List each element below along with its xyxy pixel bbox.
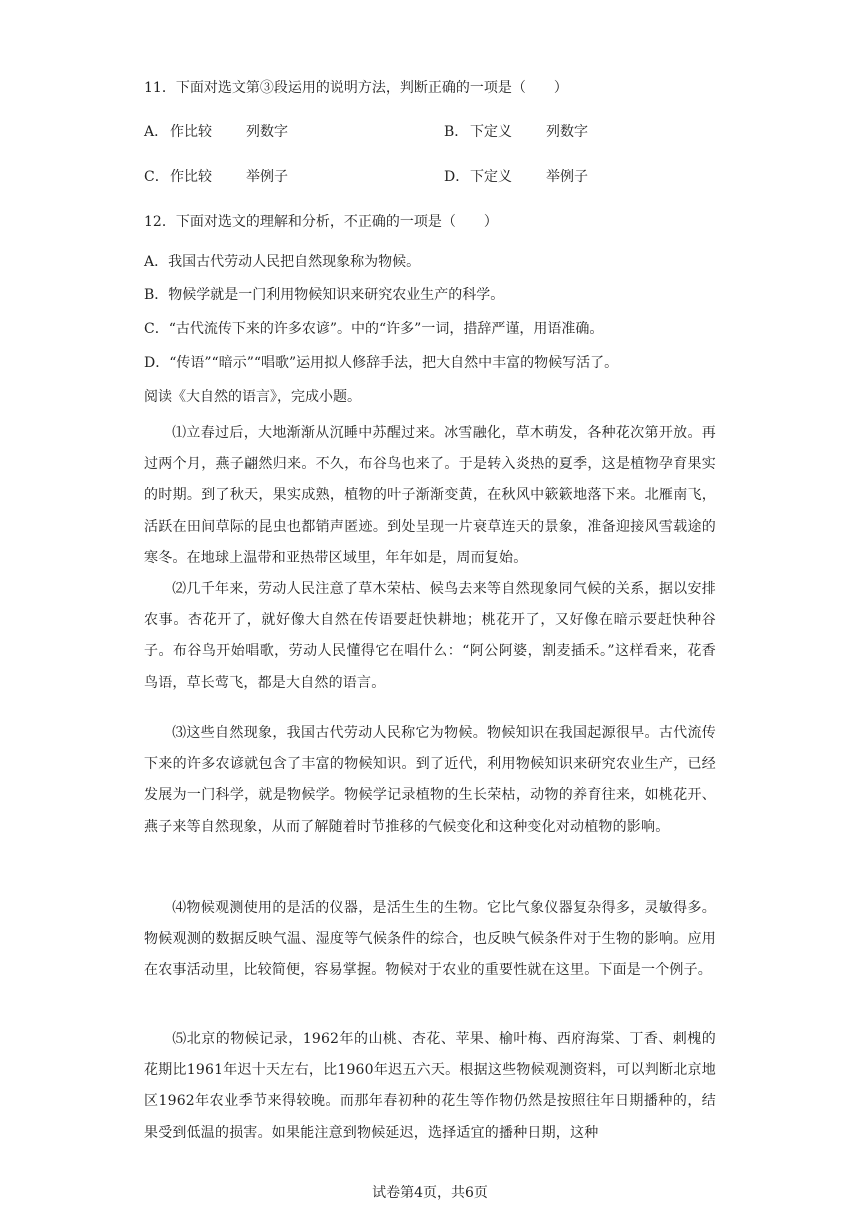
option-part-2: 举例子 (546, 169, 588, 185)
q11-option-c[interactable] (144, 167, 288, 187)
option-letter: B． (444, 124, 469, 140)
option-part-1: 下定义 (470, 169, 512, 185)
option-letter: D． (444, 169, 470, 185)
passage-paragraph-4 (144, 893, 716, 987)
paragraph-text: ⑷物候观测使用的是活的仪器，是活生生的生物。它比气象仪器复杂得多，灵敏得多。物候观测的数据反映气温、湿度等气候条件的综合，也反映气候条件对于生物的影响。应用在农事活动里，比较简便，容易掌握。物候对于农业的重要性就在这里。下面是一个例子。 (144, 900, 716, 979)
q11-option-b[interactable] (444, 122, 588, 142)
option-part-1: 下定义 (470, 124, 512, 140)
option-part-2: 举例子 (246, 169, 288, 185)
question-11-stem: 11．下面对选文第③段运用的说明方法，判断正确的一项是（ ） (144, 80, 568, 96)
q12-option-d[interactable]: D．“传语”“暗示”“唱歌”运用拟人修辞手法，把大自然中丰富的物候写活了。 (144, 355, 619, 371)
passage-paragraph-1 (144, 418, 716, 574)
option-part-2: 列数字 (546, 124, 588, 140)
q12-option-a[interactable]: A．我国古代劳动人民把自然现象称为物候。 (144, 254, 421, 270)
paragraph-text: ⑸北京的物候记录，1962年的山桃、杏花、苹果、榆叶梅、西府海棠、丁香、刺槐的花期比1961年迟十天左右，比1960年迟五六天。根据这些物候观测资料，可以判断北京地区1962年农业季节来得较晚。而那年春初种的花生等作物仍然是按照往年日期播种的，结果受到低温的损害。如果能注意到物候延迟，选择适宜的播种日期，这种 (144, 1031, 716, 1141)
paragraph-text: ⑶这些自然现象，我国古代劳动人民称它为物候。物候知识在我国起源很早。古代流传下来的许多农谚就包含了丰富的物候知识。到了近代，利用物候知识来研究农业生产，已经发展为一门科学，就是物候学。物候学记录植物的生长荣枯，动物的养育往来，如桃花开、燕子来等自然现象，从而了解随着时节推移的气候变化和这种变化对动植物的影响。 (144, 725, 716, 835)
page-footer: 试卷第4页，共6页 (372, 1185, 488, 1201)
q11-option-d[interactable] (444, 167, 588, 187)
option-part-2: 列数字 (246, 124, 288, 140)
option-part-1: 作比较 (170, 169, 212, 185)
passage-paragraph-3 (144, 718, 716, 843)
option-part-1: 作比较 (170, 124, 212, 140)
q12-option-b[interactable]: B．物候学就是一门利用物候知识来研究农业生产的科学。 (144, 287, 505, 303)
question-12-stem: 12．下面对选文的理解和分析，不正确的一项是（ ） (144, 214, 498, 230)
option-letter: C． (144, 169, 169, 185)
paragraph-text: ⑴立春过后，大地渐渐从沉睡中苏醒过来。冰雪融化，草木萌发，各种花次第开放。再过两个月，燕子翩然归来。不久，布谷鸟也来了。于是转入炎热的夏季，这是植物孕育果实的时期。到了秋天，果实成熟，植物的叶子渐渐变黄，在秋风中簌簌地落下来。北雁南飞，活跃在田间草际的昆虫也都销声匿迹。到处呈现一片衰草连天的景象，准备迎接风雪载途的寒冬。在地球上温带和亚热带区域里，年年如是，周而复始。 (144, 425, 716, 566)
paragraph-text: ⑵几千年来，劳动人民注意了草木荣枯、候鸟去来等自然现象同气候的关系，据以安排农事。杏花开了，就好像大自然在传语要赶快耕地；桃花开了，又好像在暗示要赶快种谷子。布谷鸟开始唱歌，劳动人民懂得它在唱什么：“阿公阿婆，割麦插禾。”这样看来，花香鸟语，草长莺飞，都是大自然的语言。 (144, 581, 716, 691)
q12-option-c[interactable]: C．“古代流传下来的许多农谚”。中的“许多”一词，措辞严谨，用语准确。 (144, 321, 604, 337)
option-letter: A． (144, 124, 169, 140)
reading-instruction: 阅读《大自然的语言》，完成小题。 (144, 389, 361, 405)
passage-paragraph-5 (144, 1024, 716, 1149)
passage-paragraph-2 (144, 574, 716, 699)
q11-option-a[interactable] (144, 122, 288, 142)
